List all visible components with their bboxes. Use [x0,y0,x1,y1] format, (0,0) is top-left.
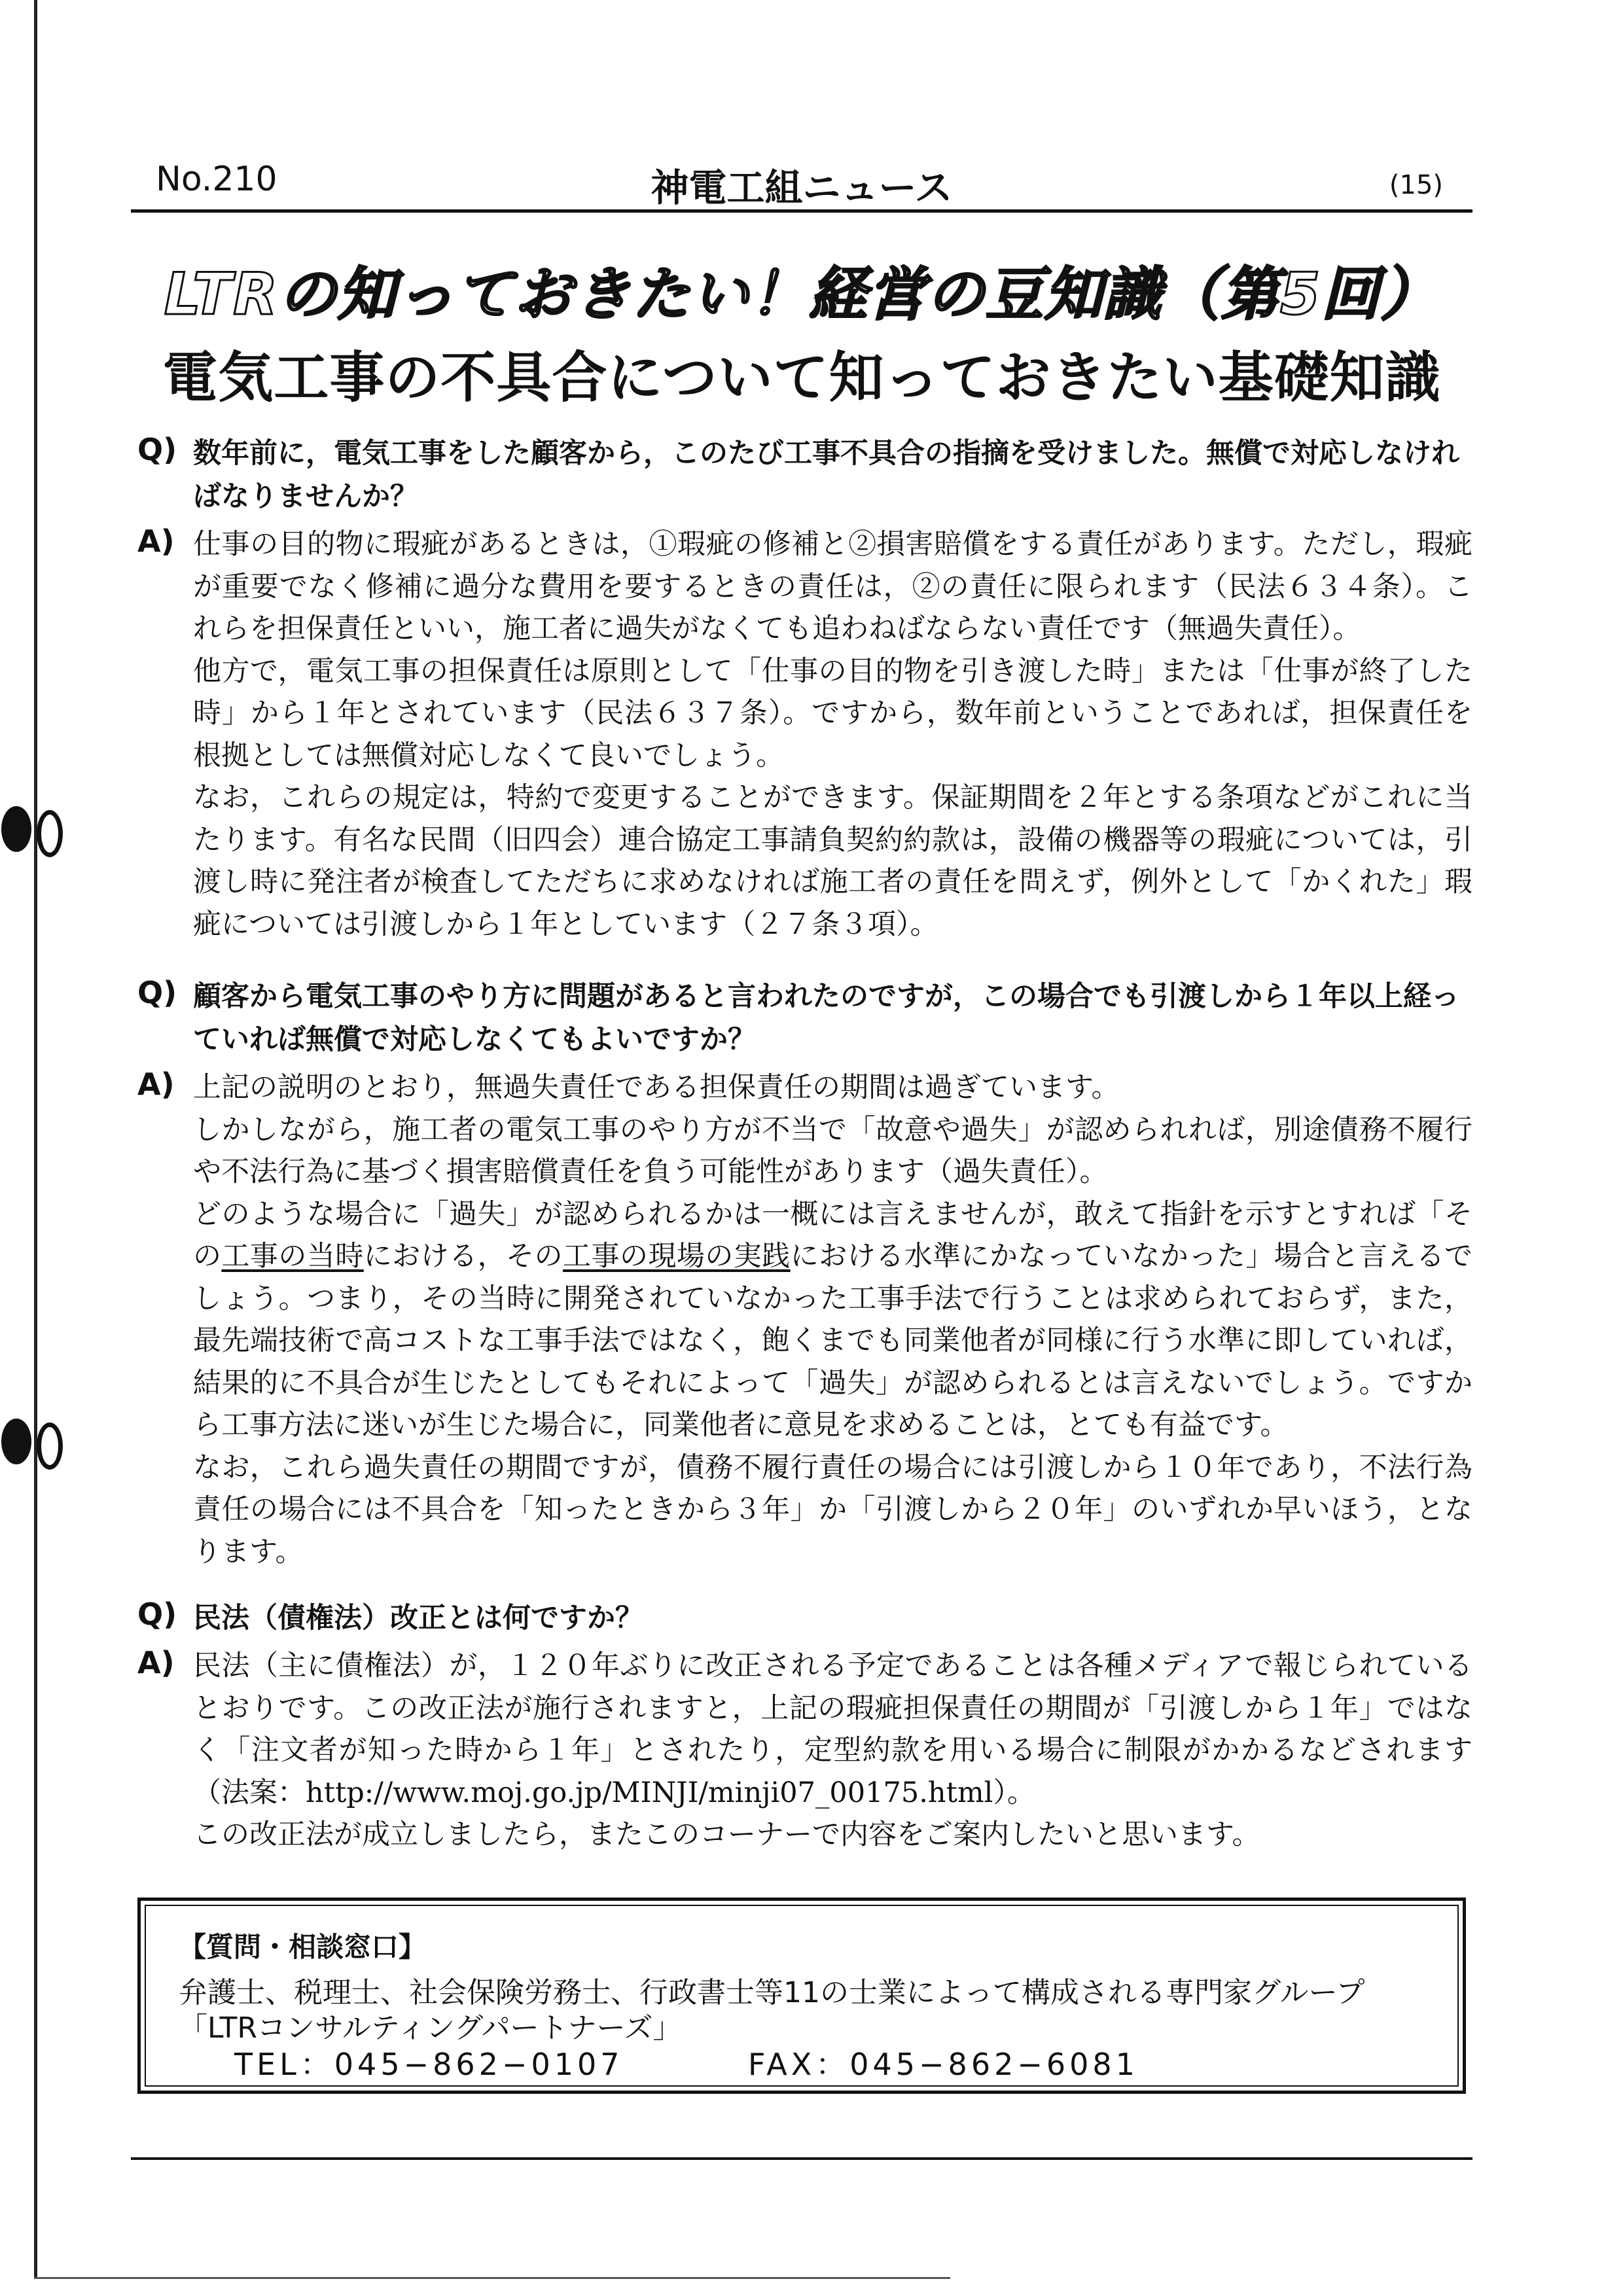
punch-hole-mark [1,806,31,852]
contact-group-name: 「LTRコンサルティングパートナーズ」 [179,2011,682,2045]
answer-paragraph: なお，これらの規定は，特約で変更することができます。保証期間を２年とする条項などがこれに当たります。有名な民間（旧四会）連合協定工事請負契約約款は，設備の機器等の瑕疵については，引渡し時に発注者が検査してただちに求めなければ施工者の責任を問えず，例外として「かくれた」瑕疵については引渡しから１年としています（２７条３項）。 [193,781,1472,941]
page-header [131,157,1472,213]
answer-row [131,1067,1472,1573]
answer-row [131,523,1472,945]
answer-paragraph: この改正法が成立しましたら，またこのコーナーで内容をご案内したいと思います。 [193,1818,1260,1851]
answer-text: どのような場合に「過失」が認められるかは一概には言えませんが，敢えて指針を示すとすれば「その [193,1197,1472,1273]
question-marker: Q) [137,1597,177,1632]
footer-divider [131,2157,1472,2160]
answer-paragraph: 仕事の目的物に瑕疵があるときは，①瑕疵の修補と②損害賠償をする責任があります。ただし，瑕疵が重要でなく修補に過分な費用を要するときの責任は，②の責任に限られます（民法６３４条）。これらを担保責任といい，施工者に過失がなくても追わねばならない責任です（無過失責任）。 [193,528,1472,645]
answer-text: における水準にかなっていなかった」場合と言えるでしょう。つまり，その当時に開発されていなかった工事手法で行うことは求められておらず，また，最先端技術で高コストな工事手法ではなく，飽くまでも同業他者が同様に行う水準に即していれば，結果的に不具合が生じたとしてもそれによって「過失」が認められるとは言えないでしょう。ですから工事方法に迷いが生じた場合に，同業他者に意見を求めることは，とても有益です。 [193,1240,1473,1441]
question-text: 顧客から電気工事のやり方に問題があると言われたのですが，この場合でも引渡しから１年以上経っていれば無償で対応しなくてもよいですか？ [193,980,1459,1056]
scan-edge-line [34,0,37,2277]
punch-hole-mark [1,1419,31,1464]
question-marker: Q) [137,432,177,467]
series-title: LTRの知っておきたい！経営の豆知識（第5回） [164,260,1440,328]
issue-number: No.210 [156,160,277,199]
answer-paragraph: 上記の説明のとおり，無過失責任である担保責任の期間は過ぎています。 [193,1071,1120,1104]
answer-paragraph: 他方で，電気工事の担保責任は原則として「仕事の目的物を引き渡した時」または「仕事が終了した時」から１年とされています（民法６３７条）。ですから，数年前ということであれば，担保責任を根拠としては無償対応しなくて良いでしょう。 [193,654,1472,772]
answer-paragraph: なお，これら過失責任の期間ですが，債務不履行責任の場合には引渡しから１０年であり，不法行為責任の場合には不具合を「知ったときから３年」か「引渡しから２０年」のいずれか早いほう，となります。 [193,1451,1472,1568]
answer-paragraph: しかしながら，施工者の電気工事のやり方が不当で「故意や過失」が認められれば，別途債務不履行や不法行為に基づく損害賠償責任を負う可能性があります（過失責任）。 [193,1113,1472,1188]
question-row [131,1597,1472,1640]
contact-box-inner [145,1905,1459,2087]
answer-text: における，その [363,1240,563,1273]
scan-bottom-edge [34,2277,950,2279]
article-title: 電気工事の不具合について知っておきたい基礎知識 [162,345,1441,410]
question-text: 数年前に，電気工事をした顧客から，このたび工事不具合の指摘を受けました。無償で対応しなければなりませんか？ [193,437,1459,513]
answer-paragraph [193,1193,1472,1447]
answer-marker: A) [137,1645,175,1680]
answer-marker: A) [137,1067,175,1102]
question-row [131,975,1472,1061]
contact-heading: 【質問・相談窓口】 [179,1931,427,1963]
qa-section-3 [131,1597,1472,1856]
newsletter-title: 神電工組ニュース [651,166,953,210]
question-text: 民法（債権法）改正とは何ですか？ [193,1602,643,1634]
punch-hole-mark [37,1422,63,1470]
page-number: (15) [1389,170,1443,200]
answer-paragraph: 民法（主に債権法）が，１２０年ぶりに改正される予定であることは各種メディアで報じられているとおりです。この改正法が施行されますと，上記の瑕疵担保責任の期間が「引渡しから１年」ではなく「注文者が知った時から１年」とされたり，定型約款を用いる場合に制限がかかるなどされます（法案：http://www.moj.go.jp/MINJI/minji07_00175.html）。 [193,1650,1472,1809]
question-marker: Q) [137,975,177,1010]
contact-phone: TEL：045−862−0107 [234,2047,624,2082]
qa-section-1 [131,432,1472,945]
answer-row [131,1645,1472,1856]
underlined-phrase: 工事の当時 [221,1240,364,1273]
punch-hole-mark [37,810,63,857]
question-row [131,432,1472,518]
qa-section-2 [131,975,1472,1573]
contact-description: 弁護士、税理士、社会保険労務士、行政書士等11の士業によって構成される専門家グループ [179,1976,1365,2009]
underlined-phrase: 工事の現場の実践 [563,1240,791,1273]
contact-fax: FAX：045−862−6081 [748,2047,1139,2082]
contact-box [137,1898,1466,2094]
answer-marker: A) [137,523,175,559]
